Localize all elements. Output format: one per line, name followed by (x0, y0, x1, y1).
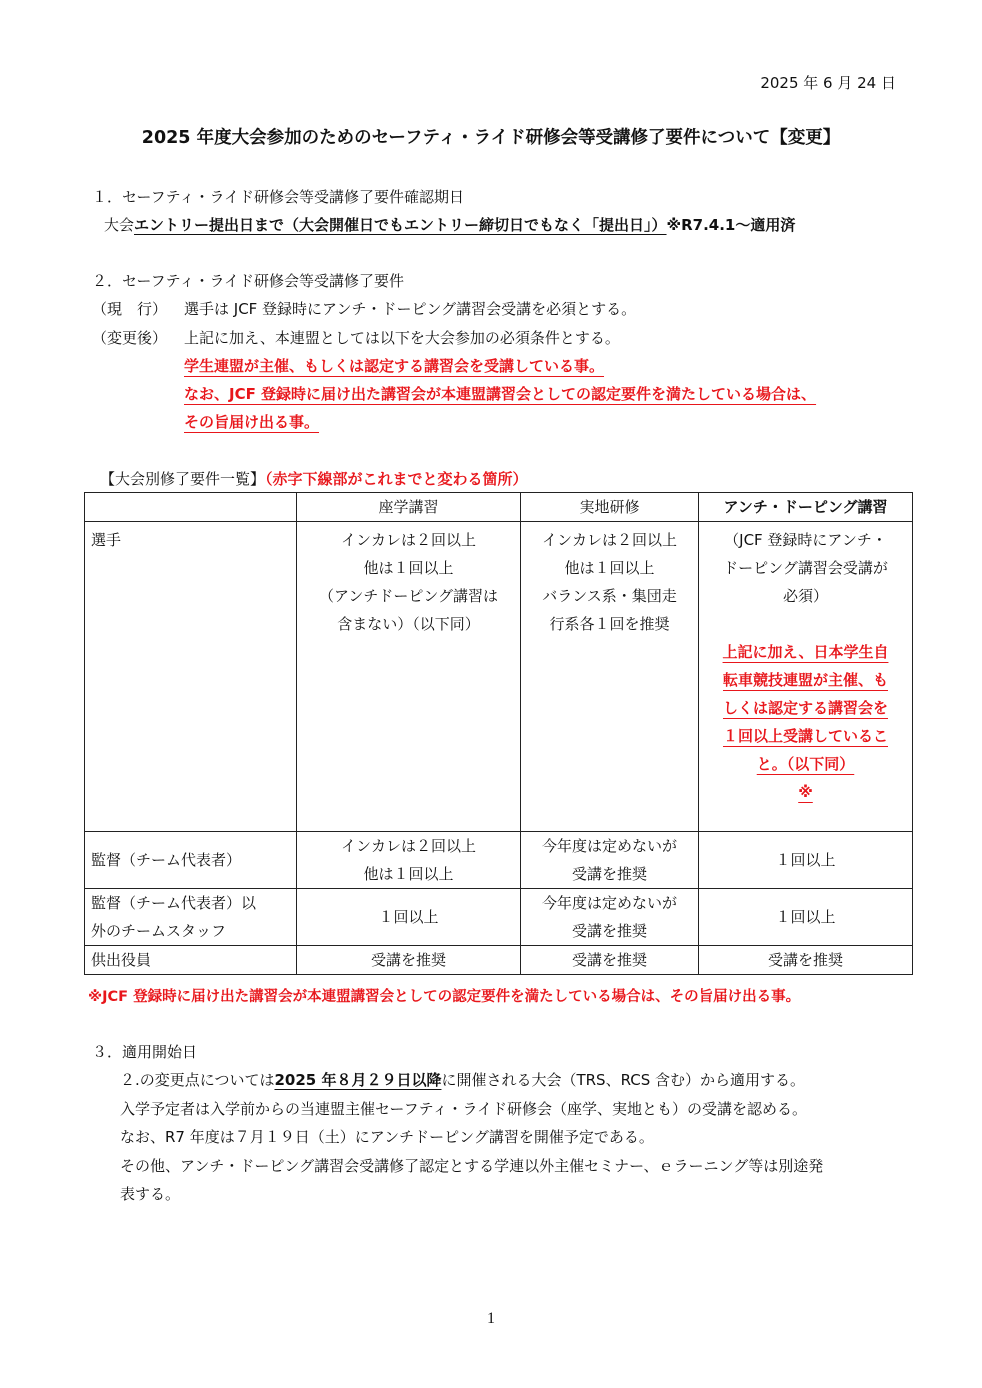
official-practical-cell: 受講を推奨 (521, 946, 699, 975)
manager-antidoping-cell: １回以上 (699, 832, 913, 889)
changed-rule-text: 上記に加え、本連盟としては以下を大会参加の必須条件とする。 (184, 329, 620, 347)
cell-line: 他は１回以上 (363, 865, 454, 883)
cell-line: （JCF 登録時にアンチ・ (724, 531, 887, 549)
cell-red-line: 転車競技連盟が主催、も (722, 671, 888, 689)
official-lecture-cell: 受講を推奨 (297, 946, 521, 975)
section2-heading: ２．セーフティ・ライド研修会等受講修了要件 (92, 272, 405, 290)
cell-line: 今年度は定めないが (541, 837, 677, 855)
cell-red-line: 上記に加え、日本学生自 (722, 643, 889, 661)
section3-line: 表する。 (120, 1185, 181, 1203)
cell-line: 外のチームスタッフ (91, 922, 227, 940)
section1-prefix: 大会 (104, 216, 135, 234)
cell-line: 他は１回以上 (363, 559, 454, 577)
cell-line: インカレは２回以上 (340, 837, 476, 855)
document-title: 2025 年度大会参加のためのセーフティ・ライド研修会等受講修了要件について【変更】 (141, 128, 841, 148)
cell-line: 監督（チーム代表者）以 (91, 894, 257, 912)
section1-deadline (104, 214, 795, 235)
staff-antidoping-cell: １回以上 (699, 889, 913, 946)
header-antidoping: アンチ・ドーピング講習 (699, 493, 913, 522)
staff-lecture-cell: １回以上 (297, 889, 521, 946)
requirements-table (84, 492, 913, 975)
row-label-staff (85, 889, 297, 946)
table-row (85, 522, 913, 832)
table-caption-note: （赤字下線部がこれまでと変わる箇所） (265, 470, 528, 488)
section3-line: その他、アンチ・ドーピング講習会受講修了認定とする学連以外主催セミナー、ｅラーニング等は別途発 (120, 1157, 824, 1175)
section3-line: 入学予定者は入学前からの当連盟主催セーフティ・ライド研修会（座学、実地とも）の受講を認める。 (120, 1100, 808, 1118)
section3-heading: ３．適用開始日 (92, 1043, 198, 1061)
table-row (85, 889, 913, 946)
new-requirement-line: その旨届け出る事。 (184, 413, 320, 431)
manager-practical-cell (521, 832, 699, 889)
manager-lecture-cell (297, 832, 521, 889)
cell-line: バランス系・集団走 (542, 587, 677, 605)
cell-line: 行系各１回を推奨 (549, 615, 670, 633)
section3-line: なお、R7 年度は７月１９日（土）にアンチドーピング講習を開催予定である。 (120, 1128, 654, 1146)
table-header-row (85, 493, 913, 522)
header-lecture: 座学講習 (297, 493, 521, 522)
current-rule-text: 選手は JCF 登録時にアンチ・ドーピング講習会受講を必須とする。 (184, 300, 637, 318)
cell-line: 受講を推奨 (571, 922, 647, 940)
cell-red-line: しくは認定する講習会を (722, 699, 888, 717)
header-role (85, 493, 297, 522)
athlete-practical-cell (521, 522, 699, 832)
cell-line: 必須） (782, 587, 828, 605)
current-rule-label: （現 行） (92, 300, 168, 318)
cell-line: ドーピング講習会受講が (723, 559, 888, 577)
header-practical: 実地研修 (521, 493, 699, 522)
new-requirement-line: 学生連盟が主催、もしくは認定する講習会を受講している事。 (184, 357, 605, 375)
table-row (85, 832, 913, 889)
section1-applied-note: ※R7.4.1～適用済 (666, 216, 796, 234)
official-antidoping-cell: 受講を推奨 (699, 946, 913, 975)
document-date: 2025 年 6 月 24 日 (760, 74, 896, 92)
cell-line: インカレは２回以上 (340, 531, 476, 549)
cell-line: 含まない）（以下同） (337, 615, 480, 633)
cell-line: インカレは２回以上 (541, 531, 677, 549)
section3-text: ２.の変更点については (120, 1071, 275, 1089)
row-label-manager: 監督（チーム代表者） (85, 832, 297, 889)
changed-rule-label: （変更後） (92, 329, 168, 347)
table-row (85, 946, 913, 975)
section3-text: に開催される大会（TRS、RCS 含む）から適用する。 (441, 1071, 806, 1089)
table-caption (100, 468, 528, 489)
staff-practical-cell (521, 889, 699, 946)
cell-line: 受講を推奨 (571, 865, 647, 883)
row-label-athlete: 選手 (85, 522, 297, 832)
page-number: 1 (487, 1310, 495, 1327)
effective-date: 2025 年８月２９日以降 (274, 1071, 442, 1089)
athlete-antidoping-cell (699, 522, 913, 832)
athlete-lecture-cell (297, 522, 521, 832)
cell-line: 他は１回以上 (564, 559, 655, 577)
section1-heading: １．セーフティ・ライド研修会等受講修了要件確認期日 (92, 188, 465, 206)
cell-red-line: と。（以下同） (756, 755, 855, 773)
table-footnote: ※JCF 登録時に届け出た講習会が本連盟講習会としての認定要件を満たしている場合は、その旨届け出る事。 (88, 989, 801, 1005)
section1-deadline-emphasis: エントリー提出日まで（大会開催日でもエントリー締切日でもなく「提出日」） (134, 216, 667, 234)
row-label-official: 供出役員 (85, 946, 297, 975)
table-caption-title: 【大会別修了要件一覧】 (100, 470, 266, 488)
cell-red-line: １回以上受講しているこ (722, 727, 888, 745)
section3-line (120, 1069, 805, 1090)
cell-red-line: ※ (798, 783, 813, 801)
cell-line: （アンチドーピング講習は (318, 587, 499, 605)
cell-line: 今年度は定めないが (541, 894, 677, 912)
new-requirement-line: なお、JCF 登録時に届け出た講習会が本連盟講習会としての認定要件を満たしている場合は、 (184, 385, 817, 403)
